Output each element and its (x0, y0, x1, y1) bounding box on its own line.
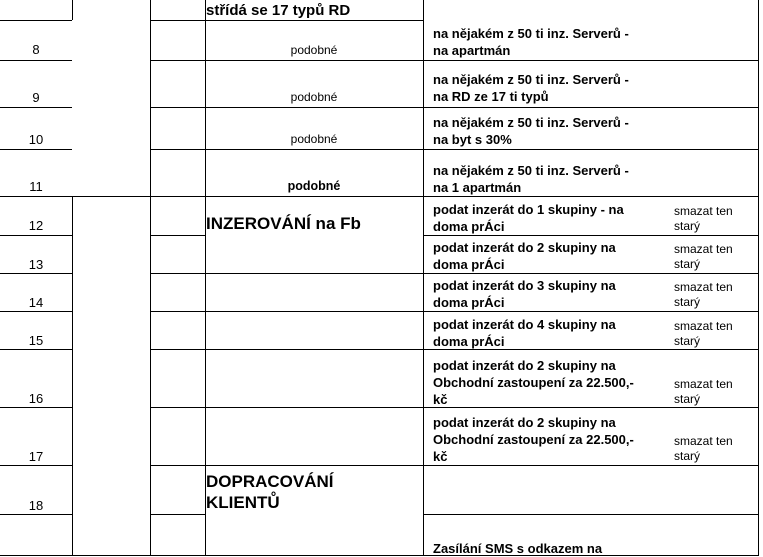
similar-label: podobné (290, 90, 338, 104)
grid-line (150, 514, 205, 515)
grid-line (758, 0, 759, 556)
section-heading-clients: DOPRACOVÁNÍ KLIENTŮ (206, 472, 334, 512)
grid-line (0, 311, 72, 312)
grid-line (150, 311, 758, 312)
grid-line (150, 107, 758, 108)
similar-label: podobné (290, 43, 338, 57)
note-text: smazat ten starý (674, 377, 733, 406)
section-heading-fb: INZEROVÁNÍ na Fb (206, 214, 361, 233)
grid-line (0, 407, 72, 408)
note-text: smazat ten starý (674, 280, 733, 309)
similar-label: podobné (287, 179, 341, 193)
task-text: na nějakém z 50 ti inz. Serverů - na 1 apartmán (433, 163, 629, 195)
grid-line (205, 20, 423, 21)
grid-line (423, 0, 424, 556)
grid-line (0, 196, 758, 197)
grid-line (72, 196, 73, 556)
note-text: smazat ten starý (674, 204, 733, 233)
bottom-fragment-text: Zasílání SMS s odkazem na (433, 541, 603, 556)
task-text: podat inzerát do 3 skupiny na doma prÁci (433, 278, 616, 310)
row-number: 15 (28, 333, 44, 348)
note-text: smazat ten starý (674, 319, 733, 348)
grid-line (150, 465, 758, 466)
grid-line (0, 273, 72, 274)
row-number: 17 (28, 449, 44, 464)
task-text: na nějakém z 50 ti inz. Serverů - na RD ze 17 ti typů (433, 72, 629, 104)
grid-line (423, 235, 758, 236)
grid-line (423, 514, 758, 515)
row-number: 12 (28, 218, 44, 233)
note-text: smazat ten starý (674, 242, 733, 271)
row-number: 10 (28, 132, 44, 147)
grid-line (150, 0, 151, 556)
task-text: podat inzerát do 1 skupiny - na doma prÁci (433, 202, 624, 234)
grid-line (0, 20, 72, 21)
grid-line (0, 60, 72, 61)
grid-line (0, 514, 72, 515)
task-text: podat inzerát do 2 skupiny na doma prÁci (433, 240, 616, 272)
row-number: 16 (28, 391, 44, 406)
row-number: 18 (28, 498, 44, 513)
grid-line (72, 0, 73, 20)
task-text: na nějakém z 50 ti inz. Serverů - na apartmán (433, 26, 629, 58)
task-text: podat inzerát do 2 skupiny na Obchodní zastoupení za 22.500,- kč (433, 358, 634, 407)
row-number: 8 (32, 42, 40, 57)
row-number: 13 (28, 257, 44, 272)
note-text: smazat ten starý (674, 434, 733, 463)
top-fragment-text: střídá se 17 typů RD (206, 2, 351, 19)
grid-line (0, 555, 758, 556)
grid-line (150, 149, 758, 150)
grid-line (0, 149, 72, 150)
grid-line (0, 235, 72, 236)
task-text: podat inzerát do 4 skupiny na doma prÁci (433, 317, 616, 349)
row-number: 11 (29, 179, 43, 194)
grid-line (150, 235, 205, 236)
row-number: 14 (28, 295, 44, 310)
grid-line (0, 465, 72, 466)
grid-line (150, 273, 758, 274)
similar-label: podobné (290, 132, 338, 146)
grid-line (0, 349, 72, 350)
grid-line (150, 60, 758, 61)
row-number: 9 (32, 90, 40, 105)
grid-line (150, 20, 205, 21)
task-text: na nějakém z 50 ti inz. Serverů - na byt s 30% (433, 115, 629, 147)
grid-line (0, 107, 72, 108)
task-text: podat inzerát do 2 skupiny na Obchodní zastoupení za 22.500,- kč (433, 415, 634, 464)
